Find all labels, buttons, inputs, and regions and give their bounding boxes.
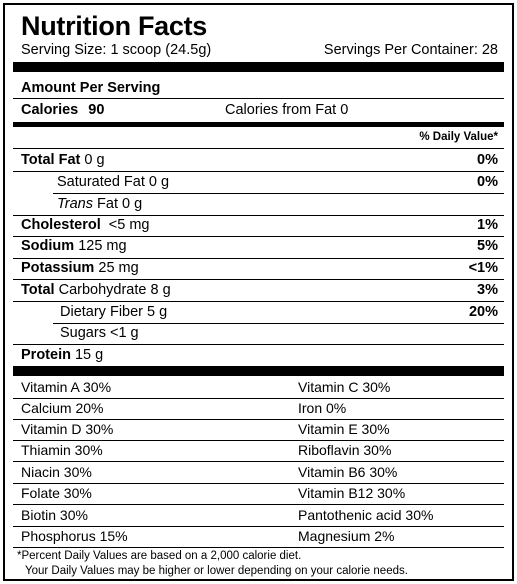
divider [13, 419, 504, 420]
divider [53, 193, 504, 194]
divider [13, 301, 504, 302]
vitamin-item: Thiamin 30% [21, 442, 103, 458]
calories-value: 90 [88, 102, 105, 118]
sugars-label: Sugars <1 g [60, 325, 139, 341]
divider [13, 215, 504, 216]
divider [13, 171, 504, 172]
vitamin-item: Iron 0% [298, 400, 347, 416]
trans-fat-row [57, 196, 498, 212]
medium-divider [13, 122, 504, 127]
cholesterol-amount: <5 mg [108, 217, 150, 233]
vitamin-item: Vitamin A 30% [21, 379, 112, 395]
total-carbohydrate-amount: Carbohydrate 8 g [58, 282, 171, 298]
daily-value-header: % Daily Value* [419, 131, 498, 143]
divider [13, 483, 504, 484]
cholesterol-dv: 1% [477, 217, 498, 233]
potassium-row [21, 260, 498, 276]
vitamin-item: Phosphorus 15% [21, 528, 128, 544]
nutrition-facts-panel [3, 3, 514, 581]
cholesterol-row [21, 217, 498, 233]
total-fat-row [21, 152, 498, 168]
saturated-fat-dv: 0% [477, 174, 498, 190]
potassium-dv: <1% [468, 260, 498, 276]
label-title: Nutrition Facts [21, 11, 208, 41]
vitamin-item: Biotin 30% [21, 507, 88, 523]
protein-row [21, 347, 498, 363]
potassium-amount: 25 mg [98, 260, 139, 276]
divider [13, 526, 504, 527]
vitamin-item: Vitamin D 30% [21, 421, 114, 437]
footnote-line-2: Your Daily Values may be higher or lower depending on your calorie needs. [25, 565, 408, 577]
total-carbohydrate-dv: 3% [477, 282, 498, 298]
trans-fat-italic: Trans [57, 196, 93, 212]
divider [13, 236, 504, 237]
thick-divider [13, 62, 504, 72]
calories-row [21, 102, 498, 118]
total-fat-label: Total Fat [21, 152, 81, 168]
divider [53, 323, 504, 324]
divider [13, 547, 504, 548]
trans-fat-rest: Fat 0 g [93, 196, 143, 212]
servings-per-container: Servings Per Container: 28 [323, 42, 498, 58]
footnote-line-1: *Percent Daily Values are based on a 2,000 calorie diet. [17, 550, 302, 562]
vitamin-item: Niacin 30% [21, 464, 92, 480]
calories-label: Calories [21, 102, 79, 118]
sodium-amount: 125 mg [78, 238, 127, 254]
sodium-row [21, 238, 498, 254]
vitamin-item: Magnesium 2% [298, 528, 395, 544]
sodium-dv: 5% [477, 238, 498, 254]
divider [13, 461, 504, 462]
vitamin-item: Vitamin C 30% [298, 379, 391, 395]
dietary-fiber-label: Dietary Fiber 5 g [60, 304, 168, 320]
saturated-fat-label: Saturated Fat 0 g [57, 174, 170, 190]
divider [13, 148, 504, 149]
divider [13, 279, 504, 280]
potassium-label: Potassium [21, 260, 95, 276]
vitamin-item: Vitamin B12 30% [298, 485, 406, 501]
sodium-label: Sodium [21, 238, 75, 254]
calories-from-fat: Calories from Fat 0 [225, 102, 349, 118]
divider [13, 344, 504, 345]
divider [13, 258, 504, 259]
vitamin-item: Riboflavin 30% [298, 442, 392, 458]
total-carbohydrate-row [21, 282, 498, 298]
vitamin-item: Folate 30% [21, 485, 92, 501]
protein-amount: 15 g [74, 347, 104, 363]
vitamin-item: Calcium 20% [21, 400, 104, 416]
dietary-fiber-dv: 20% [468, 304, 498, 320]
divider [13, 440, 504, 441]
amount-per-serving: Amount Per Serving [21, 80, 161, 96]
serving-size: Serving Size: 1 scoop (24.5g) [21, 42, 212, 58]
total-fat-amount: 0 g [84, 152, 105, 168]
vitamin-item: Vitamin E 30% [298, 421, 390, 437]
protein-label: Protein [21, 347, 71, 363]
total-fat-dv: 0% [477, 152, 498, 168]
divider [13, 98, 504, 99]
vitamin-item: Vitamin B6 30% [298, 464, 398, 480]
divider [13, 504, 504, 505]
total-carbohydrate-label: Total [21, 282, 55, 298]
vitamin-item: Pantothenic acid 30% [298, 507, 434, 523]
cholesterol-label: Cholesterol [21, 217, 101, 233]
divider [13, 398, 504, 399]
thick-divider [13, 366, 504, 376]
